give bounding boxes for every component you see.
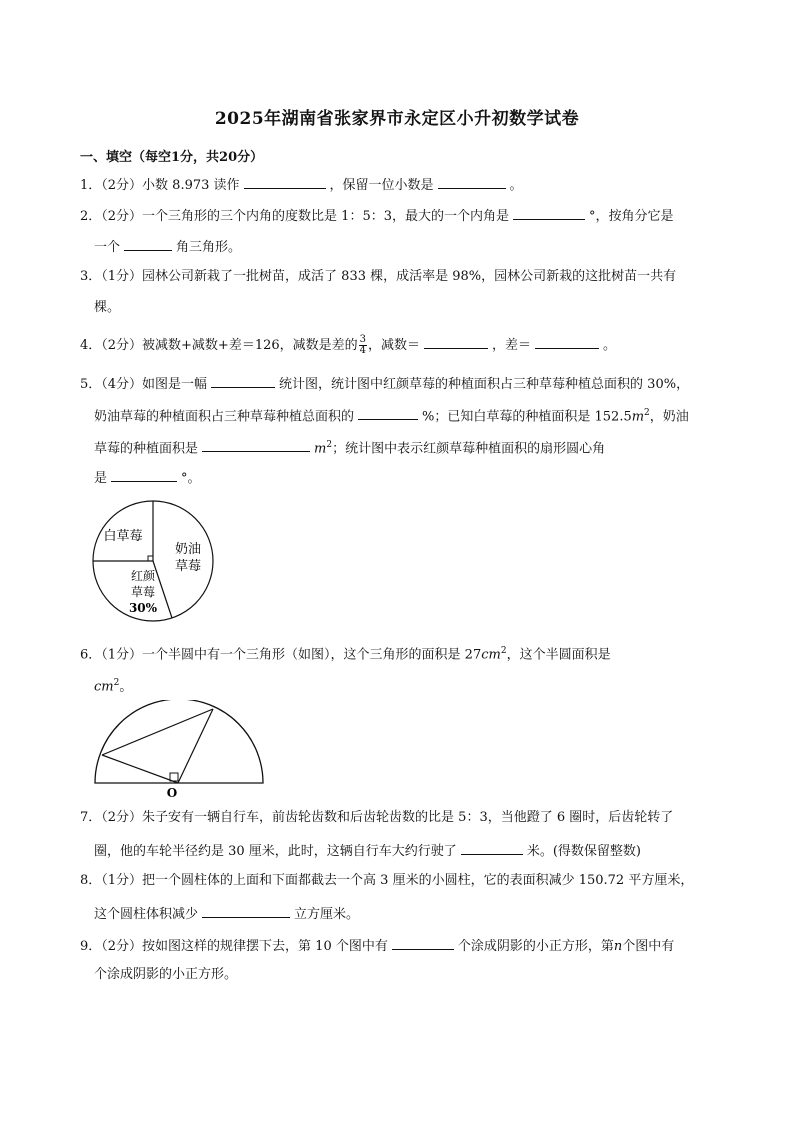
fraction: $\frac{3}{4}$ [359, 334, 367, 356]
center-label-o: O [166, 786, 178, 800]
pie-label-milk: 奶油 [174, 542, 202, 557]
pie-label-red-percent: 30% [128, 601, 158, 615]
question-2: 2．（2分）一个三角形的三个内角的度数比是 1：5：3，最大的一个内角是 °，按角分它是 [80, 205, 674, 226]
answer-blank[interactable] [358, 405, 418, 420]
answer-blank[interactable] [535, 334, 599, 349]
question-5-cont-1: 奶油草莓的种植面积占三种草莓种植总面积的 %；已知白草莓的种植面积是 $152.5m^2$，奶油 [94, 404, 689, 426]
answer-blank[interactable] [513, 205, 585, 220]
answer-blank[interactable] [124, 236, 172, 251]
question-3-cont: 棵。 [94, 300, 121, 315]
question-7: 7．（2分）朱子安有一辆自行车，前齿轮齿数和后齿轮齿数的比是 5：3，当他蹬了 6 圈时，后齿轮转了 [80, 810, 674, 825]
semicircle-figure [92, 700, 266, 800]
answer-blank[interactable] [202, 903, 290, 918]
question-5: 5．（4分）如图是一幅 统计图，统计图中红颜草莓的种植面积占三种草莓种植总面积的 30%， [80, 373, 689, 394]
answer-blank[interactable] [202, 437, 310, 452]
answer-blank[interactable] [461, 840, 523, 855]
question-9-cont: 个涂成阴影的小正方形。 [94, 967, 238, 982]
question-9: 9．（2分）按如图这样的规律摆下去，第 10 个图中有 个涂成阴影的小正方形，第n个图中有 [80, 935, 674, 956]
answer-blank[interactable] [392, 935, 454, 950]
question-1: 1．（2分）小数 8.973 读作 ，保留一位小数是 。 [80, 174, 523, 195]
question-5-cont-2: 草莓的种植面积是 $m^2$；统计图中表示红颜草莓种植面积的扇形圆心角 [94, 436, 605, 458]
pie-label-white: 白草莓 [103, 529, 143, 544]
question-3: 3．（1分）园林公司新栽了一批树苗，成活了 833 棵，成活率是 98%，园林公司新栽的这批树苗一共有 [80, 269, 677, 284]
page-title: 2025年湖南省张家界市永定区小升初数学试卷 [214, 109, 580, 129]
pie-label-red: 草莓 [130, 585, 156, 599]
pie-label-milk: 草莓 [174, 559, 202, 574]
answer-blank[interactable] [111, 467, 177, 482]
question-8: 8．（1分）把一个圆柱体的上面和下面都截去一个高 3 厘米的小圆柱，它的表面积减少 150.72 平方厘米， [80, 873, 694, 888]
section-heading: 一、填空（每空1分，共20分） [80, 150, 264, 165]
question-5-cont-3: 是 °。 [94, 467, 201, 488]
question-8-cont: 这个圆柱体积减少 立方厘米。 [94, 903, 359, 924]
answer-blank[interactable] [211, 373, 275, 388]
answer-blank[interactable] [438, 174, 506, 189]
pie-chart-figure [88, 496, 218, 626]
answer-blank[interactable] [244, 174, 326, 189]
pie-label-red: 红颜 [130, 569, 156, 583]
question-7-cont: 圈，他的车轮半径约是 30 厘米，此时，这辆自行车大约行驶了 米。(得数保留整数) [94, 840, 641, 861]
answer-blank[interactable] [424, 334, 488, 349]
question-4: 4．（2分）被减数+减数+差＝126，减数是差的 $\frac{3}{4}$ ，减数＝ ，差＝ 。 [80, 334, 617, 356]
question-6-cont: $cm^2$。 [94, 678, 133, 695]
question-2-cont: 一个 角三角形。 [94, 236, 241, 257]
question-6: 6．（1分）一个半圆中有一个三角形（如图），这个三角形的面积是 $27cm^2$，这个半圆面积是 [80, 646, 611, 663]
